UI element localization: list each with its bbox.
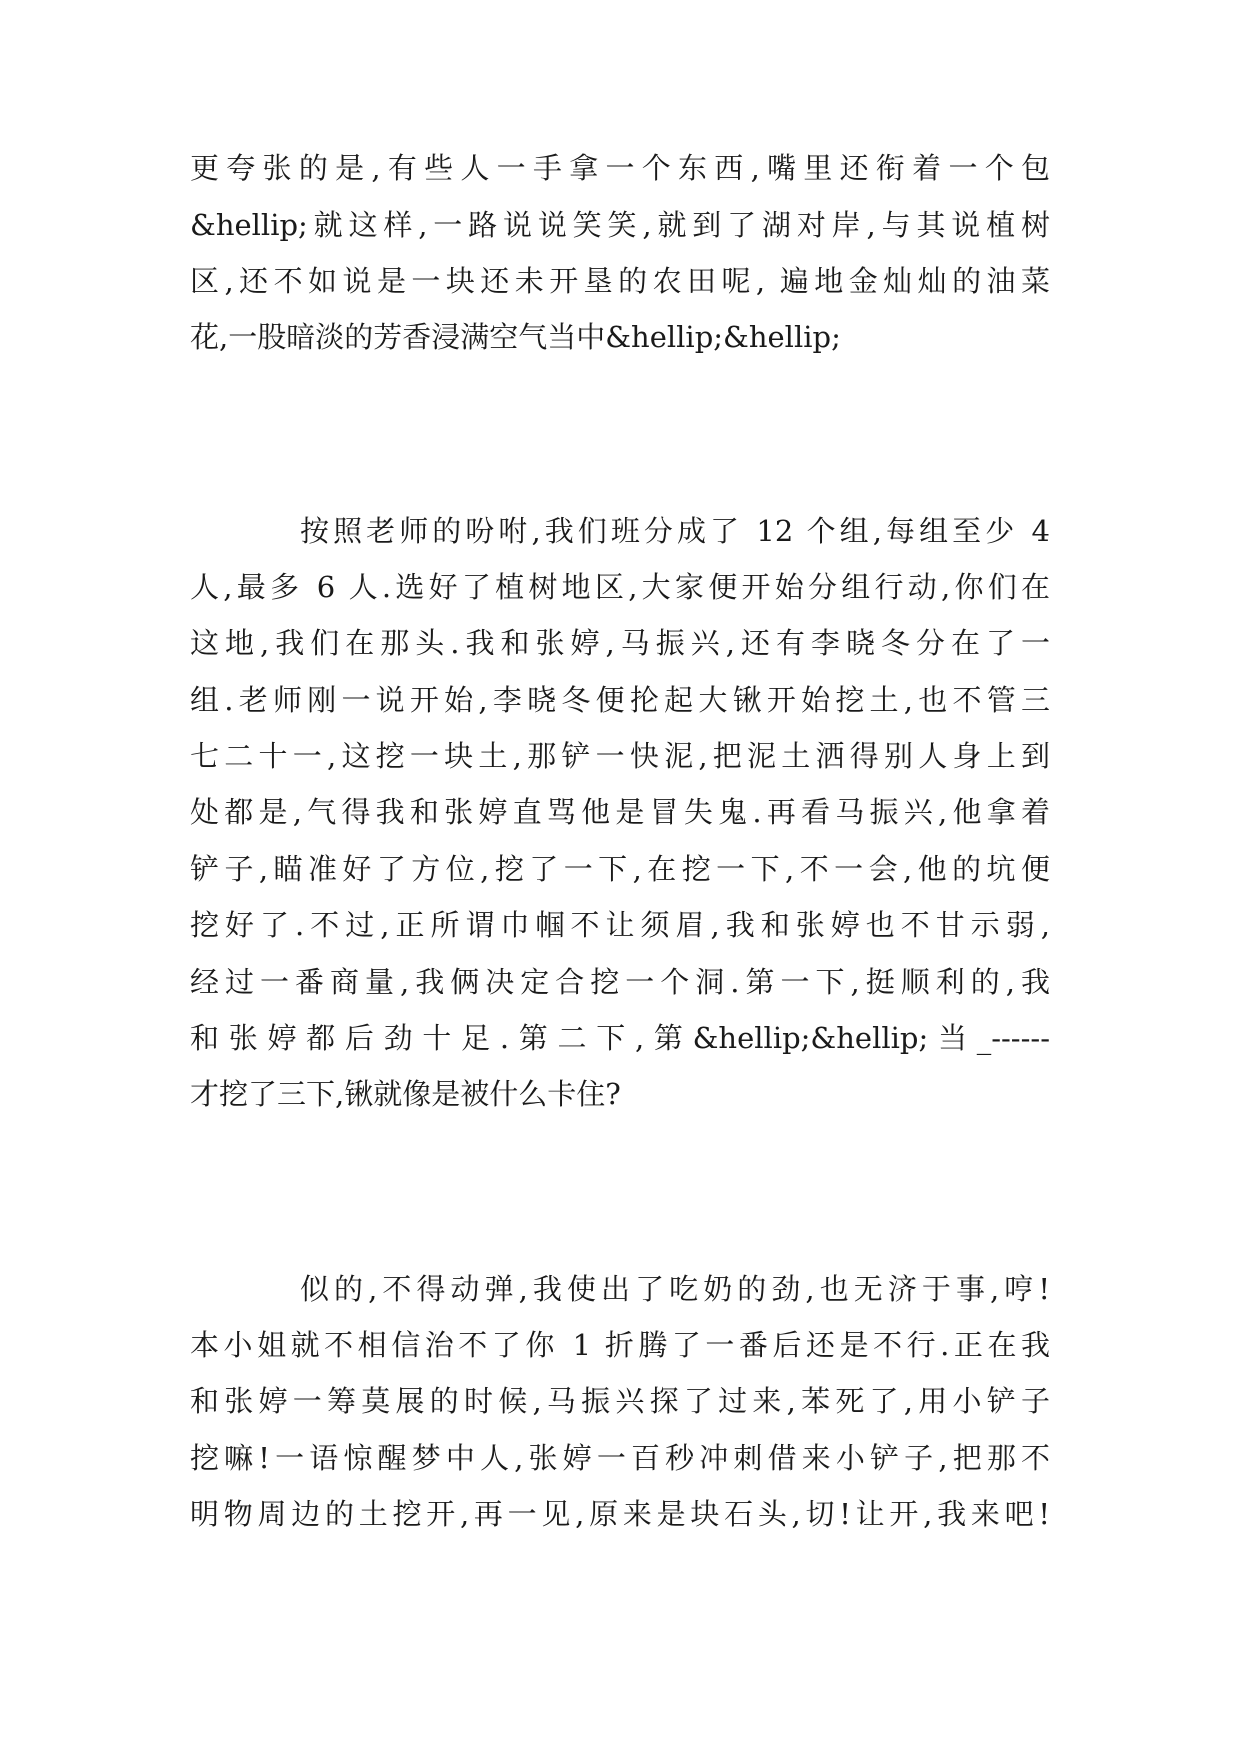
paragraph-1-line-4: 花,一股暗淡的芳香浸满空气当中&hellip;&hellip; xyxy=(190,320,841,354)
paragraph-2-line-2: 人,最多 6 人.选好了植树地区,大家便开始分组行动,你们在 xyxy=(190,570,1050,604)
paragraph-2-line-8: 挖好了.不过,正所谓巾帼不让须眉,我和张婷也不甘示弱, xyxy=(190,908,1050,942)
paragraph-2-line-4: 组.老师刚一说开始,李晓冬便抡起大锹开始挖土,也不管三 xyxy=(190,683,1050,717)
paragraph-2-line-3: 这地,我们在那头.我和张婷,马振兴,还有李晓冬分在了一 xyxy=(190,626,1050,660)
paragraph-1-line-1: 更夸张的是,有些人一手拿一个东西,嘴里还衔着一个包 xyxy=(190,151,1050,185)
paragraph-2-line-9: 经过一番商量,我俩决定合挖一个洞.第一下,挺顺利的,我 xyxy=(190,965,1050,999)
paragraph-2-line-10: 和张婷都后劲十足.第二下,第&hellip;&hellip;当_------ xyxy=(190,1021,1050,1055)
paragraph-2-line-6: 处都是,气得我和张婷直骂他是冒失鬼.再看马振兴,他拿着 xyxy=(190,795,1050,829)
paragraph-2-line-11: 才挖了三下,锹就像是被什么卡住? xyxy=(190,1077,621,1111)
paragraph-1-line-2: &hellip;就这样,一路说说笑笑,就到了湖对岸,与其说植树 xyxy=(190,208,1050,242)
paragraph-3-line-4: 挖嘛!一语惊醒梦中人,张婷一百秒冲刺借来小铲子,把那不 xyxy=(190,1441,1050,1475)
paragraph-2-line-7: 铲子,瞄准好了方位,挖了一下,在挖一下,不一会,他的坑便 xyxy=(190,852,1050,886)
paragraph-3-line-3: 和张婷一筹莫展的时候,马振兴探了过来,苯死了,用小铲子 xyxy=(190,1384,1050,1418)
paragraph-1-line-3: 区,还不如说是一块还未开垦的农田呢, 遍地金灿灿的油菜 xyxy=(190,264,1050,298)
paragraph-3-line-1: 似的,不得动弹,我使出了吃奶的劲,也无济于事,哼! xyxy=(300,1272,1050,1306)
paragraph-2-line-1: 按照老师的吩咐,我们班分成了 12 个组,每组至少 4 xyxy=(300,514,1050,548)
paragraph-3-line-2: 本小姐就不相信治不了你 1 折腾了一番后还是不行.正在我 xyxy=(190,1328,1050,1362)
paragraph-2-line-5: 七二十一,这挖一块土,那铲一快泥,把泥土洒得别人身上到 xyxy=(190,739,1050,773)
paragraph-3-line-5: 明物周边的土挖开,再一见,原来是块石头,切!让开,我来吧! xyxy=(190,1497,1050,1531)
